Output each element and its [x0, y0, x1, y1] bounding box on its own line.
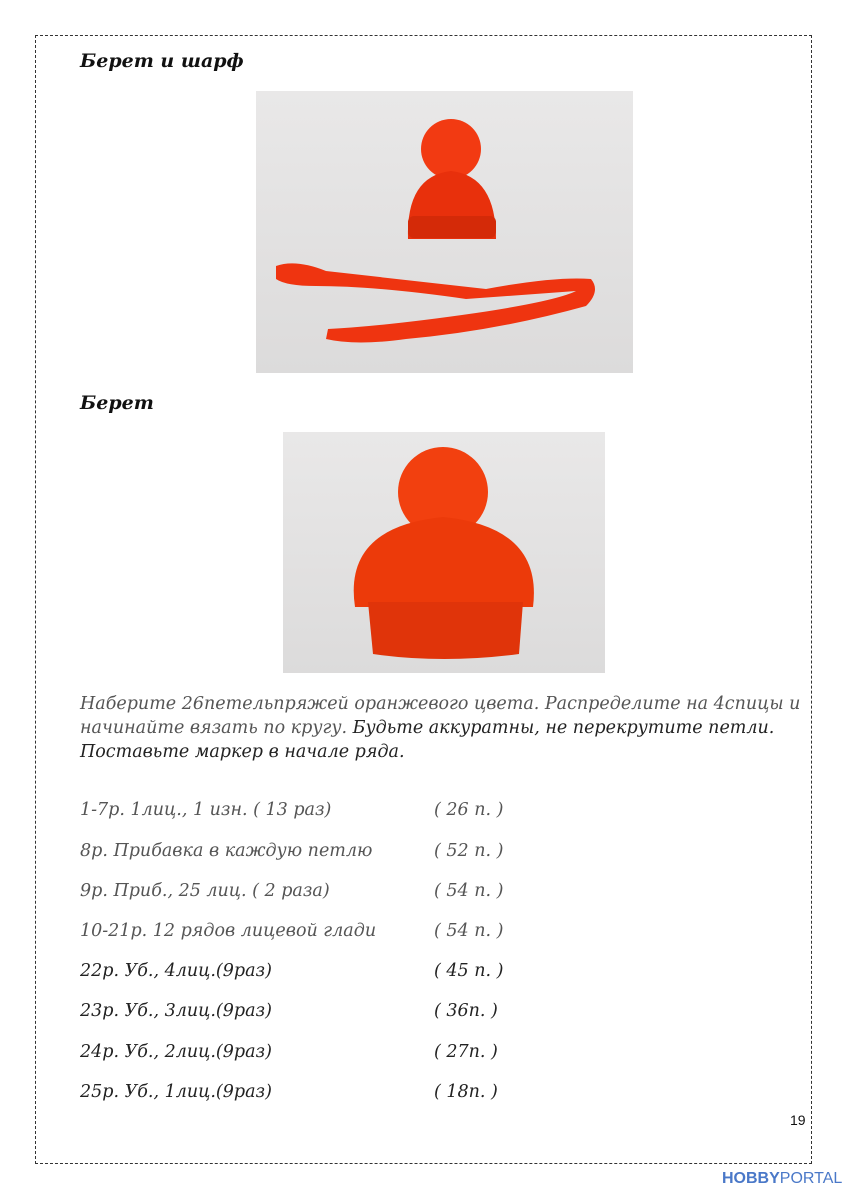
section-heading: Берет — [80, 392, 154, 414]
section-heading: Берет и шарф — [80, 50, 244, 72]
list-item — [80, 961, 504, 981]
list-item — [80, 841, 504, 861]
row-text: 10-21р. 12 рядов лицевой глади — [80, 921, 377, 941]
hat-and-scarf-photo — [256, 91, 633, 373]
row-text: 24р. Уб., 2лиц.(9раз) — [80, 1042, 272, 1062]
row-text: 23р. Уб., 3лиц.(9раз) — [80, 1001, 272, 1021]
list-item — [80, 1001, 498, 1021]
row-text: 8р. Прибавка в каждую петлю — [80, 841, 373, 861]
row-count: ( 36п. ) — [434, 1001, 498, 1021]
row-text: 9р. Приб., 25 лиц. ( 2 раза) — [80, 881, 330, 901]
row-count: ( 52 п. ) — [434, 841, 504, 861]
intro-text — [80, 692, 815, 764]
logo-part2: PORTAL — [779, 1170, 843, 1187]
hobbyportal-logo — [722, 1170, 842, 1188]
row-count: ( 26 п. ) — [434, 800, 504, 820]
row-count: ( 45 п. ) — [434, 961, 504, 981]
list-item — [80, 881, 504, 901]
logo-part1: HOBBY — [722, 1170, 780, 1187]
row-text: 25р. Уб., 1лиц.(9раз) — [80, 1082, 272, 1102]
beret-photo — [283, 432, 605, 673]
row-count: ( 54 п. ) — [434, 881, 504, 901]
list-item — [80, 921, 504, 941]
row-count: ( 18п. ) — [434, 1082, 498, 1102]
list-item — [80, 800, 504, 820]
intro-part1: Наберите 26петельпряжей оранжевого цвета. Распределите на 4спицы и начинайте вязать по кругу. — [80, 694, 801, 738]
intro-part2: Будьте аккуратны, не перекрутите петли. Поставьте маркер в начале ряда. — [80, 718, 775, 762]
row-text: 1-7р. 1лиц., 1 изн. ( 13 раз) — [80, 800, 332, 820]
list-item — [80, 1042, 498, 1062]
list-item — [80, 1082, 498, 1102]
row-count: ( 54 п. ) — [434, 921, 504, 941]
row-text: 22р. Уб., 4лиц.(9раз) — [80, 961, 272, 981]
row-count: ( 27п. ) — [434, 1042, 498, 1062]
page-number: 19 — [790, 1112, 806, 1128]
